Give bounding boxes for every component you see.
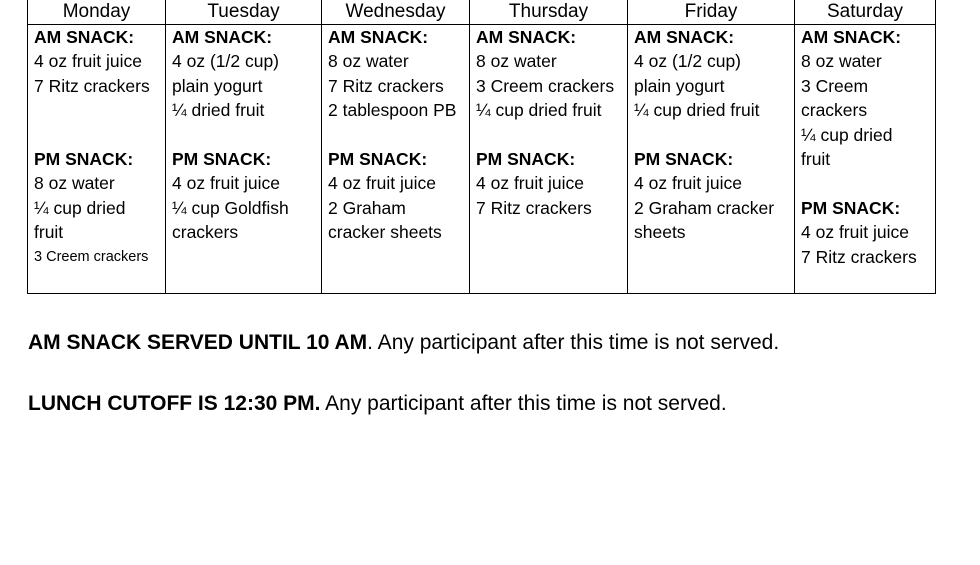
day-cell-thursday: [470, 25, 628, 294]
snack-item: 4 oz (1/2 cup): [172, 51, 279, 72]
snack-item: plain yogurt: [172, 75, 263, 96]
day-cell-wednesday: [322, 25, 470, 294]
blank-line: [328, 123, 465, 147]
am-snack-notice: [28, 331, 779, 355]
snack-item: crackers: [801, 100, 868, 121]
snack-item: 7 Ritz crackers: [476, 197, 592, 218]
blank-line: [172, 123, 317, 147]
day-cell-tuesday: [166, 25, 322, 294]
am-snack-notice-bold: AM SNACK SERVED UNTIL 10 AM: [28, 331, 368, 354]
snack-row: [28, 25, 936, 294]
snack-heading: AM SNACK:: [328, 27, 429, 47]
snack-item: cracker sheets: [328, 222, 442, 243]
snack-item: 7 Ritz crackers: [34, 75, 150, 96]
blank-line: [476, 123, 623, 147]
am-snack-notice-text: . Any participant after this time is not served.: [367, 331, 780, 354]
snack-heading: PM SNACK:: [34, 149, 134, 169]
snack-item: 7 Ritz crackers: [801, 246, 917, 267]
snack-heading: PM SNACK:: [476, 149, 576, 170]
blank-line: [634, 123, 790, 147]
snack-heading: AM SNACK:: [634, 27, 735, 47]
snack-item: 3 Creem: [801, 75, 869, 96]
snack-item: 8 oz water: [476, 51, 557, 72]
snack-item: plain yogurt: [634, 75, 725, 96]
day-header-row: [28, 0, 936, 25]
snack-item: 4 oz (1/2 cup): [634, 51, 741, 72]
day-header-saturday: Saturday: [795, 0, 936, 25]
snack-item: sheets: [634, 222, 686, 243]
snack-item: 2 Graham cracker: [634, 197, 775, 218]
day-cell-saturday: [795, 25, 936, 294]
lunch-cutoff-notice: [28, 392, 727, 416]
snack-item: ¼ cup dried: [34, 197, 126, 218]
snack-heading: AM SNACK:: [172, 27, 273, 47]
snack-heading: AM SNACK:: [476, 27, 577, 47]
snack-item: 3 Creem crackers: [476, 75, 615, 96]
day-header-tuesday: Tuesday: [166, 0, 322, 25]
snack-item: 3 Creem crackers: [34, 248, 149, 265]
snack-heading: PM SNACK:: [172, 149, 272, 170]
blank-line: [34, 98, 161, 122]
snack-item: ¼ cup dried: [801, 124, 893, 145]
snack-item: 8 oz water: [328, 51, 409, 72]
blank-line: [34, 123, 161, 147]
snack-item: 4 oz fruit juice: [172, 173, 280, 194]
day-header-friday: Friday: [628, 0, 795, 25]
snack-item: fruit: [34, 222, 64, 243]
day-header-wednesday: Wednesday: [322, 0, 470, 25]
snack-item: 2 tablespoon PB: [328, 100, 457, 121]
snack-item: ¼ dried fruit: [172, 100, 265, 121]
snack-item: 8 oz water: [801, 51, 882, 72]
snack-item: crackers: [172, 222, 239, 243]
snack-item: ¼ cup dried fruit: [634, 100, 760, 121]
snack-item: 8 oz water: [34, 173, 115, 194]
snack-heading: PM SNACK:: [801, 197, 901, 218]
day-cell-monday: [28, 25, 166, 294]
snack-item: 2 Graham: [328, 197, 406, 218]
snack-heading: PM SNACK:: [634, 149, 734, 170]
snack-item: 4 oz fruit juice: [328, 173, 436, 194]
day-cell-friday: [628, 25, 795, 294]
lunch-cutoff-notice-bold: LUNCH CUTOFF IS 12:30 PM.: [28, 392, 321, 415]
day-header-thursday: Thursday: [470, 0, 628, 25]
snack-item: 7 Ritz crackers: [328, 75, 444, 96]
blank-line: [801, 171, 931, 195]
snack-schedule-table: [27, 0, 936, 294]
lunch-cutoff-notice-text: Any participant after this time is not served.: [320, 392, 727, 415]
snack-heading: PM SNACK:: [328, 149, 428, 170]
snack-heading: AM SNACK:: [801, 27, 902, 47]
day-header-monday: Monday: [28, 0, 166, 25]
snack-heading: AM SNACK:: [34, 27, 135, 47]
snack-item: 4 oz fruit juice: [476, 173, 584, 194]
snack-item: 4 oz fruit juice: [801, 222, 909, 243]
snack-item: ¼ cup dried fruit: [476, 100, 602, 121]
snack-item: ¼ cup Goldfish: [172, 197, 289, 218]
snack-item: 4 oz fruit juice: [34, 51, 142, 72]
snack-item: 4 oz fruit juice: [634, 173, 742, 194]
snack-item: fruit: [801, 149, 831, 170]
